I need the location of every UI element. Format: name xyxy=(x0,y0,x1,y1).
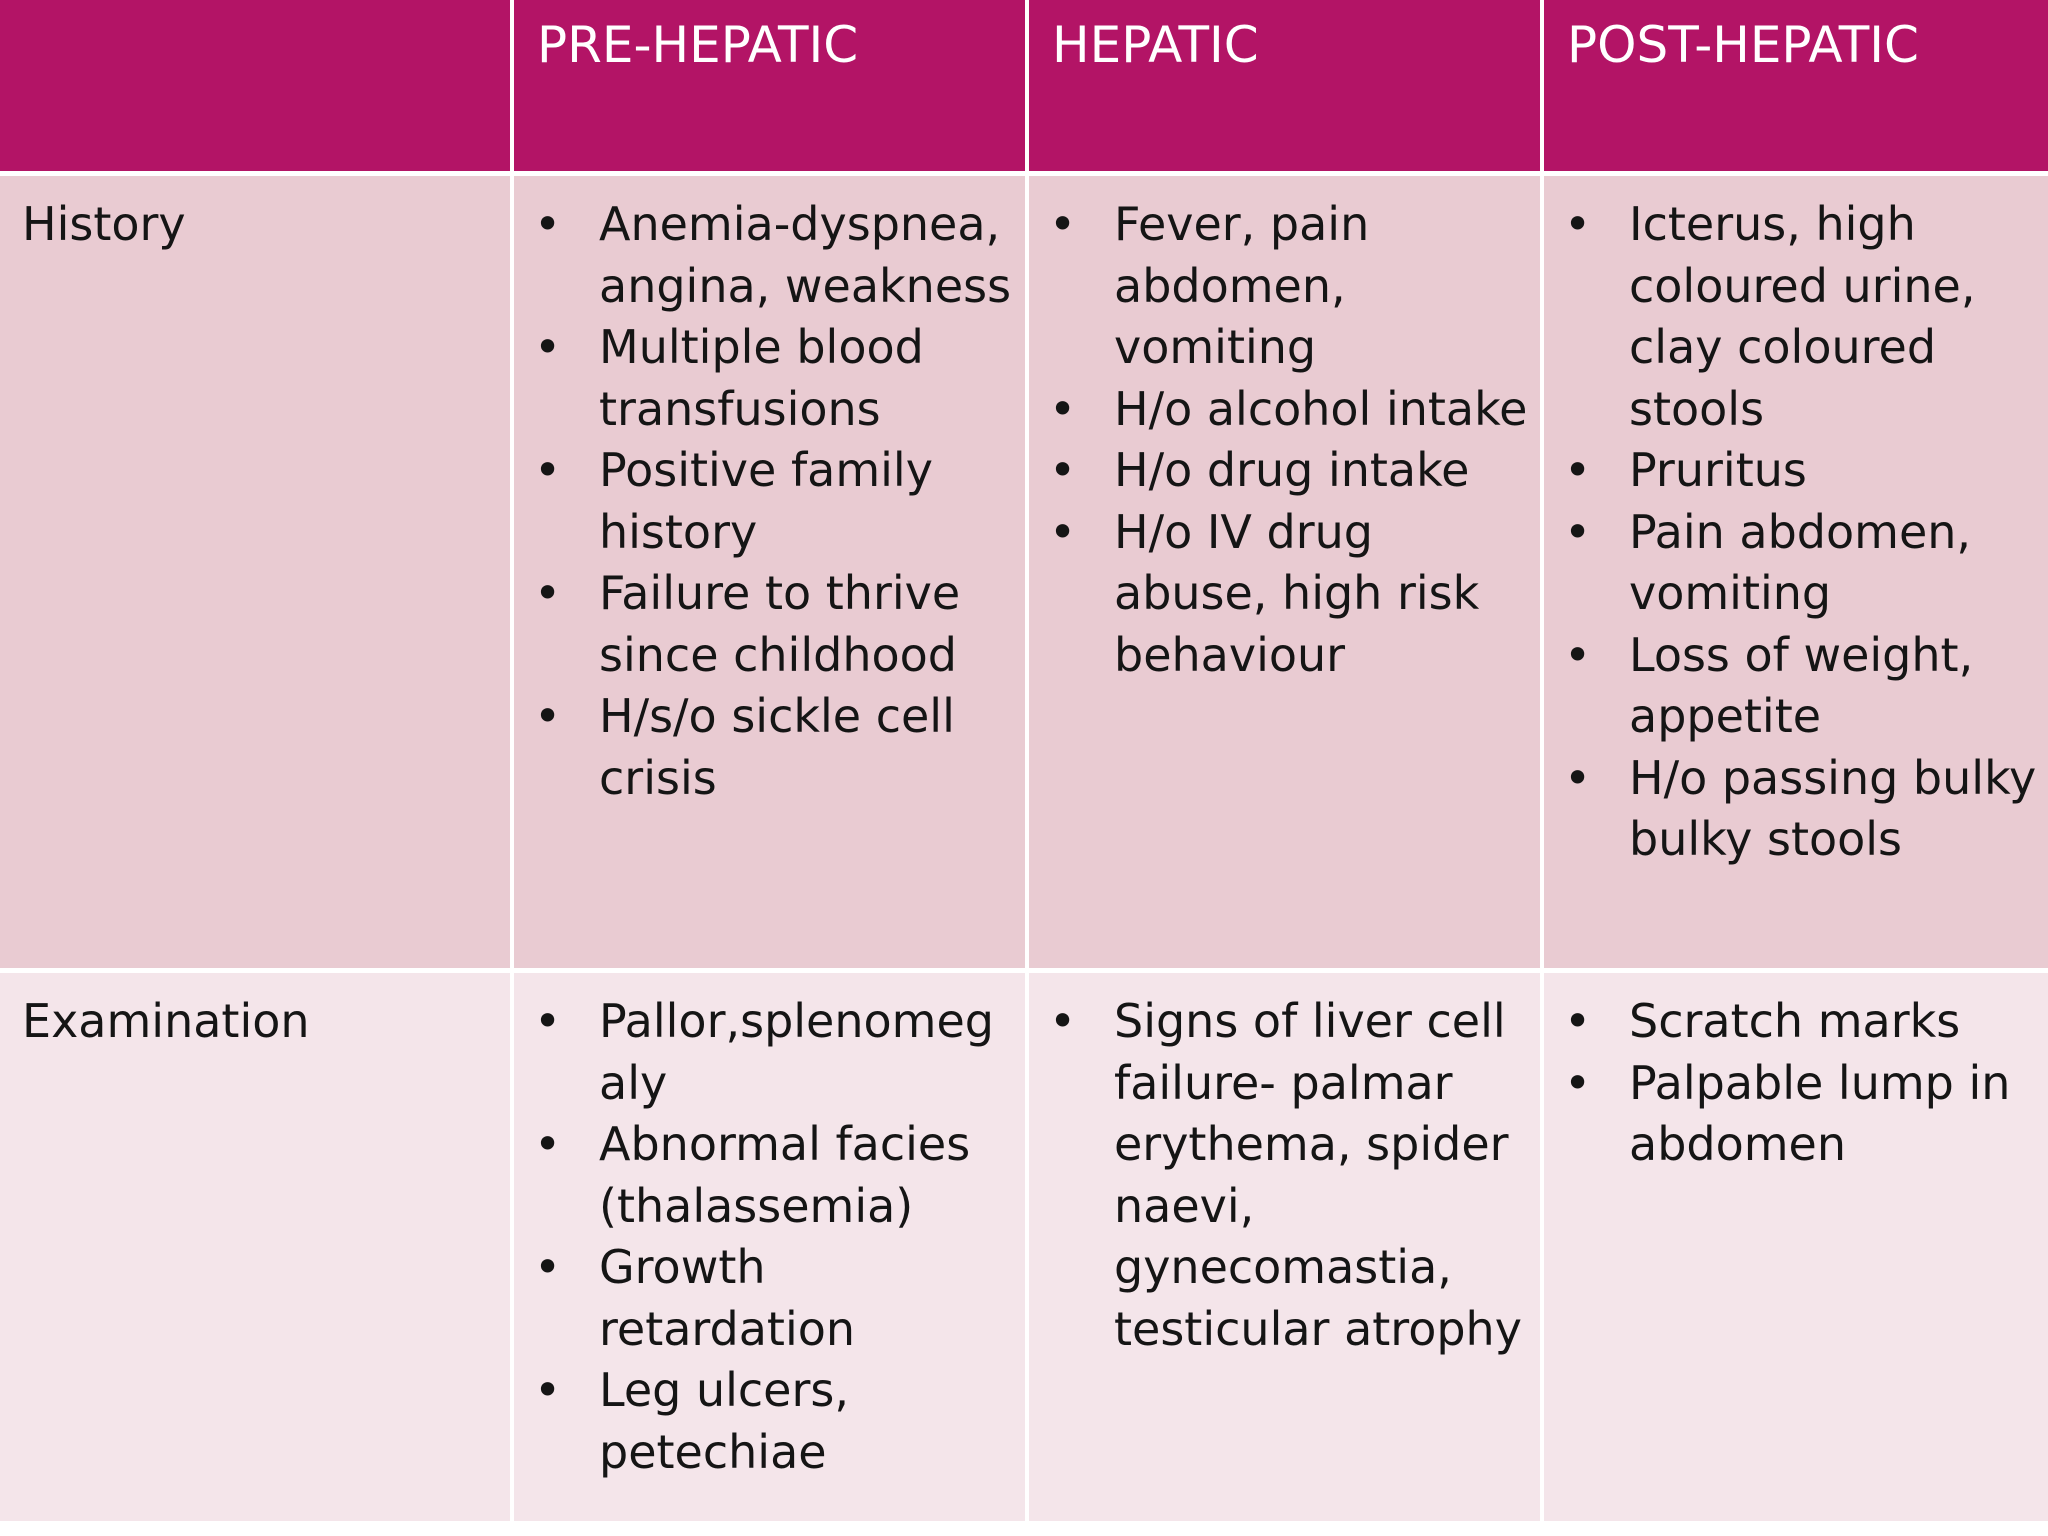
header-post-hepatic: POST-HEPATIC xyxy=(1544,0,2048,171)
list-item: • Scratch marks xyxy=(1544,991,2048,1053)
list-item: • Fever, pain abdomen, vomiting xyxy=(1029,194,1540,379)
list-item: • Abnormal facies (thalassemia) xyxy=(514,1114,1025,1237)
list-item: • Leg ulcers, petechiae xyxy=(514,1360,1025,1483)
header-cell-blank xyxy=(0,0,510,171)
list-item: • Positive family history xyxy=(514,440,1025,563)
history-pre-hepatic-cell xyxy=(514,176,1025,968)
list-item: • H/o alcohol intake xyxy=(1029,379,1540,441)
history-hepatic-list xyxy=(1029,176,1540,686)
list-item: • Growth retardation xyxy=(514,1237,1025,1360)
header-hepatic: HEPATIC xyxy=(1029,0,1540,171)
history-post-hepatic-list xyxy=(1544,176,2048,871)
list-item: • H/o IV drug abuse, high risk behaviour xyxy=(1029,502,1540,687)
history-pre-hepatic-list xyxy=(514,176,1025,809)
history-hepatic-cell xyxy=(1029,176,1540,968)
list-item: • H/o passing bulky bulky stools xyxy=(1544,748,2048,871)
row-label-history: History xyxy=(0,176,510,968)
list-item: • Pruritus xyxy=(1544,440,2048,502)
examination-pre-hepatic-list xyxy=(514,973,1025,1483)
list-item: • Failure to thrive since childhood xyxy=(514,563,1025,686)
examination-hepatic-list xyxy=(1029,973,1540,1360)
list-item: • Palpable lump in abdomen xyxy=(1544,1053,2048,1176)
list-item: • Loss of weight, appetite xyxy=(1544,625,2048,748)
list-item: • H/s/o sickle cell crisis xyxy=(514,686,1025,809)
list-item: • Signs of liver cell failure- palmar erythema, spider naevi, gynecomastia, testicular atrophy xyxy=(1029,991,1540,1360)
row-label-examination: Examination xyxy=(0,973,510,1521)
list-item: • Anemia-dyspnea, angina, weakness xyxy=(514,194,1025,317)
list-item: • H/o drug intake xyxy=(1029,440,1540,502)
list-item: • Icterus, high coloured urine, clay coloured stools xyxy=(1544,194,2048,440)
examination-post-hepatic-cell xyxy=(1544,973,2048,1521)
examination-post-hepatic-list xyxy=(1544,973,2048,1176)
examination-hepatic-cell xyxy=(1029,973,1540,1521)
list-item: • Pallor,splenomegaly xyxy=(514,991,1025,1114)
list-item: • Multiple blood transfusions xyxy=(514,317,1025,440)
header-pre-hepatic: PRE-HEPATIC xyxy=(514,0,1025,171)
list-item: • Pain abdomen, vomiting xyxy=(1544,502,2048,625)
history-post-hepatic-cell xyxy=(1544,176,2048,968)
examination-pre-hepatic-cell xyxy=(514,973,1025,1521)
